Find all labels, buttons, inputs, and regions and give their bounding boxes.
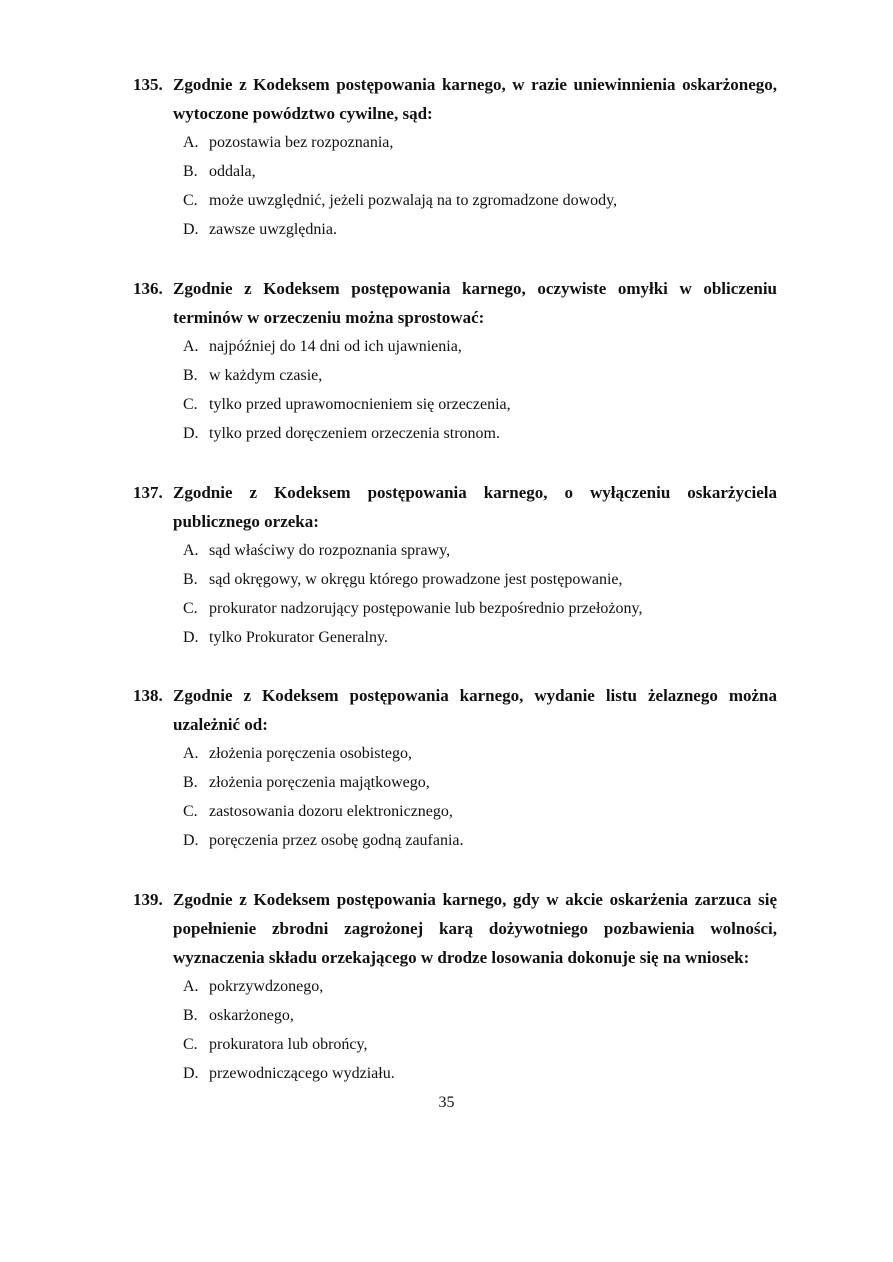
option-text: pokrzywdzonego, [209, 978, 324, 995]
question-number: 138. [133, 686, 163, 705]
option-text: pozostawia bez rozpoznania, [209, 134, 394, 151]
option-letter: C. [183, 803, 198, 820]
option-letter: B. [183, 571, 198, 588]
option-letter: C. [183, 192, 198, 209]
option-text: sąd okręgowy, w okręgu którego prowadzone jest postępowanie, [209, 571, 623, 588]
option-letter: B. [183, 163, 198, 180]
answer-option-d [133, 215, 777, 244]
option-letter: C. [183, 396, 198, 413]
answer-option-a [133, 128, 777, 157]
option-text: złożenia poręczenia osobistego, [209, 745, 413, 762]
answer-options [133, 128, 777, 244]
option-letter: A. [183, 134, 199, 151]
answer-option-d [133, 826, 777, 855]
answer-option-a [133, 739, 777, 768]
question-header [133, 274, 777, 332]
answer-option-b [133, 361, 777, 390]
option-letter: A. [183, 542, 199, 559]
option-text: oskarżonego, [209, 1007, 294, 1024]
option-text: w każdym czasie, [209, 367, 323, 384]
option-text: najpóźniej do 14 dni od ich ujawnienia, [209, 338, 462, 355]
question-136 [133, 274, 777, 448]
question-number: 135. [133, 75, 163, 94]
option-text: tylko przed uprawomocnieniem się orzeczenia, [209, 396, 511, 413]
answer-option-a [133, 536, 777, 565]
option-letter: D. [183, 629, 199, 646]
question-number: 139. [133, 890, 163, 909]
option-text: prokurator nadzorujący postępowanie lub bezpośrednio przełożony, [209, 600, 643, 617]
option-letter: B. [183, 1007, 198, 1024]
option-text: prokuratora lub obrońcy, [209, 1036, 368, 1053]
question-text: Zgodnie z Kodeksem postępowania karnego, o wyłączeniu oskarżyciela publicznego orzeka: [173, 483, 777, 531]
answer-option-b [133, 1001, 777, 1030]
question-138 [133, 681, 777, 855]
question-text: Zgodnie z Kodeksem postępowania karnego, w razie uniewinnienia oskarżonego, wytoczone powództwo cywilne, sąd: [173, 75, 777, 123]
question-header [133, 70, 777, 128]
question-135 [133, 70, 777, 244]
answer-option-d [133, 623, 777, 652]
question-text: Zgodnie z Kodeksem postępowania karnego, wydanie listu żelaznego można uzależnić od: [173, 686, 777, 734]
option-text: złożenia poręczenia majątkowego, [209, 774, 430, 791]
page-number: 35 [438, 1094, 455, 1111]
question-number: 136. [133, 279, 163, 298]
answer-option-c [133, 186, 777, 215]
question-139 [133, 885, 777, 1088]
option-text: tylko przed doręczeniem orzeczenia stronom. [209, 425, 500, 442]
answer-option-c [133, 594, 777, 623]
answer-options [133, 332, 777, 448]
option-letter: D. [183, 221, 199, 238]
answer-option-c [133, 390, 777, 419]
option-text: zawsze uwzględnia. [209, 221, 337, 238]
option-text: poręczenia przez osobę godną zaufania. [209, 832, 464, 849]
question-number: 137. [133, 483, 163, 502]
question-header [133, 478, 777, 536]
answer-option-b [133, 768, 777, 797]
option-letter: D. [183, 832, 199, 849]
option-letter: A. [183, 745, 199, 762]
option-letter: C. [183, 1036, 198, 1053]
option-text: zastosowania dozoru elektronicznego, [209, 803, 453, 820]
option-letter: B. [183, 367, 198, 384]
question-text: Zgodnie z Kodeksem postępowania karnego, oczywiste omyłki w obliczeniu terminów w orzeczeniu można sprostować: [173, 279, 777, 327]
answer-option-c [133, 797, 777, 826]
option-letter: A. [183, 338, 199, 355]
option-text: sąd właściwy do rozpoznania sprawy, [209, 542, 451, 559]
answer-option-a [133, 332, 777, 361]
answer-options [133, 972, 777, 1088]
answer-option-d [133, 1059, 777, 1088]
answer-option-b [133, 157, 777, 186]
option-letter: C. [183, 600, 198, 617]
option-letter: B. [183, 774, 198, 791]
option-letter: D. [183, 1065, 199, 1082]
option-text: oddala, [209, 163, 256, 180]
answer-options [133, 739, 777, 855]
question-137 [133, 478, 777, 652]
option-text: tylko Prokurator Generalny. [209, 629, 388, 646]
answer-option-b [133, 565, 777, 594]
option-letter: A. [183, 978, 199, 995]
option-letter: D. [183, 425, 199, 442]
option-text: może uwzględnić, jeżeli pozwalają na to zgromadzone dowody, [209, 192, 618, 209]
option-text: przewodniczącego wydziału. [209, 1065, 395, 1082]
answer-option-d [133, 419, 777, 448]
answer-option-a [133, 972, 777, 1001]
question-text: Zgodnie z Kodeksem postępowania karnego, gdy w akcie oskarżenia zarzuca się popełnienie zbrodni zagrożonej karą dożywotniego pozbawienia wolności, wyznaczenia składu orzekającego w drodze losowania dokonuje się na wniosek: [173, 890, 777, 967]
question-header [133, 885, 777, 972]
answer-option-c [133, 1030, 777, 1059]
question-header [133, 681, 777, 739]
answer-options [133, 536, 777, 652]
